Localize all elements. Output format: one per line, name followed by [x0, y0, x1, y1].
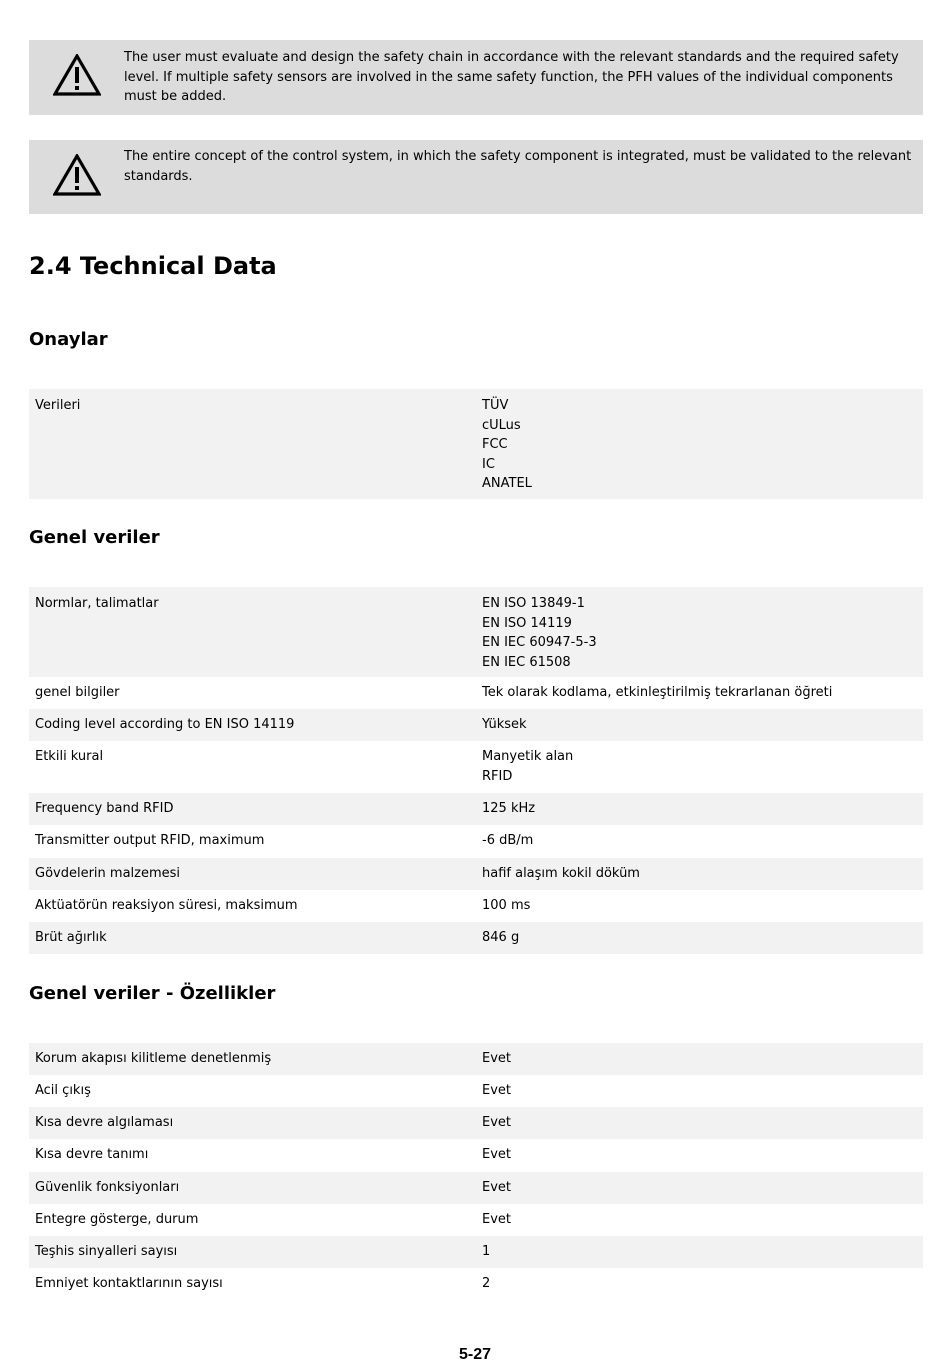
- row-label: Verileri: [35, 398, 81, 413]
- row-value: EN ISO 13849-1: [482, 596, 585, 611]
- row-values: [476, 396, 923, 493]
- table-row: [29, 677, 923, 709]
- table-row: [29, 858, 923, 890]
- row-label: genel bilgiler: [35, 685, 120, 700]
- approvals-heading: Onaylar: [29, 329, 108, 350]
- row-value: EN ISO 14119: [482, 615, 572, 631]
- row-label: Brüt ağırlık: [35, 930, 107, 945]
- table-row: [29, 1107, 923, 1139]
- table-row: [29, 1043, 923, 1075]
- row-value: TÜV: [482, 398, 509, 413]
- row-value: Evet: [482, 1180, 512, 1195]
- warning-box: [29, 140, 923, 214]
- row-value: ANATEL: [482, 476, 532, 492]
- table-row: [29, 1268, 923, 1301]
- table-row: [29, 922, 923, 954]
- row-value: Manyetik alan: [482, 749, 574, 764]
- table-row: [29, 793, 923, 825]
- row-value: 2: [482, 1276, 491, 1291]
- row-values: [476, 594, 923, 671]
- row-values: [476, 747, 923, 787]
- row-value: 100 ms: [482, 898, 531, 913]
- row-label: Teşhis sinyalleri sayısı: [35, 1244, 178, 1259]
- row-label: Gövdelerin malzemesi: [35, 866, 181, 881]
- row-label: Frequency band RFID: [35, 801, 174, 816]
- general-table: [29, 587, 923, 954]
- row-value: RFID: [482, 768, 513, 784]
- row-label: Aktüatörün reaksiyon süresi, maksimum: [35, 898, 298, 913]
- warning-triangle-icon: [53, 54, 101, 96]
- row-value: 125 kHz: [482, 801, 536, 816]
- table-row: [29, 825, 923, 858]
- row-value: cULus: [482, 417, 521, 433]
- warning-text: The entire concept of the control system, in which the safety component is integrated, must be validated to the relevant standards.: [124, 149, 912, 184]
- section-title: 2.4 Technical Data: [29, 252, 277, 280]
- row-value: Tek olarak kodlama, etkinleştirilmiş tekrarlanan öğreti: [482, 685, 833, 700]
- row-value: FCC: [482, 437, 508, 453]
- warning-triangle-icon: [53, 154, 101, 196]
- row-value: Evet: [482, 1147, 512, 1162]
- table-row: [29, 890, 923, 922]
- approvals-table: [29, 389, 923, 499]
- warning-box: [29, 40, 923, 115]
- row-label: Kısa devre algılaması: [35, 1115, 174, 1130]
- row-value: -6 dB/m: [482, 833, 534, 848]
- row-label: Korum akapısı kilitleme denetlenmiş: [35, 1051, 272, 1066]
- features-heading: Genel veriler - Özellikler: [29, 983, 276, 1004]
- row-label: Coding level according to EN ISO 14119: [35, 717, 295, 732]
- row-value: Yüksek: [482, 717, 527, 732]
- table-row: [29, 741, 923, 793]
- row-label: Etkili kural: [35, 749, 104, 764]
- row-value: Evet: [482, 1212, 512, 1227]
- table-row: [29, 389, 923, 499]
- page-number: 5-27: [458, 1346, 492, 1363]
- row-label: Güvenlik fonksiyonları: [35, 1180, 180, 1195]
- table-row: [29, 1236, 923, 1268]
- row-value: EN IEC 60947-5-3: [482, 635, 597, 651]
- table-row: [29, 709, 923, 741]
- row-value: EN IEC 61508: [482, 654, 571, 670]
- warning-text: The user must evaluate and design the safety chain in accordance with the relevant standards and the required safety level. If multiple safety sensors are involved in the same safety function, the PFH values of the individual components must be added.: [124, 50, 899, 105]
- row-label: Normlar, talimatlar: [35, 596, 159, 611]
- table-row: [29, 1139, 923, 1172]
- table-row: [29, 587, 923, 677]
- table-row: [29, 1172, 923, 1204]
- row-value: Evet: [482, 1083, 512, 1098]
- row-value: Evet: [482, 1051, 512, 1066]
- row-value: 846 g: [482, 930, 520, 945]
- features-table: [29, 1043, 923, 1301]
- row-value: Evet: [482, 1115, 512, 1130]
- row-value: IC: [482, 456, 495, 472]
- row-value: hafif alaşım kokil döküm: [482, 866, 640, 881]
- row-value: 1: [482, 1244, 491, 1259]
- row-label: Kısa devre tanımı: [35, 1147, 149, 1162]
- row-label: Transmitter output RFID, maximum: [35, 833, 265, 848]
- general-heading: Genel veriler: [29, 527, 160, 548]
- row-label: Acil çıkış: [35, 1083, 91, 1098]
- table-row: [29, 1204, 923, 1236]
- table-row: [29, 1075, 923, 1107]
- row-label: Entegre gösterge, durum: [35, 1212, 199, 1227]
- row-label: Emniyet kontaktlarının sayısı: [35, 1276, 223, 1291]
